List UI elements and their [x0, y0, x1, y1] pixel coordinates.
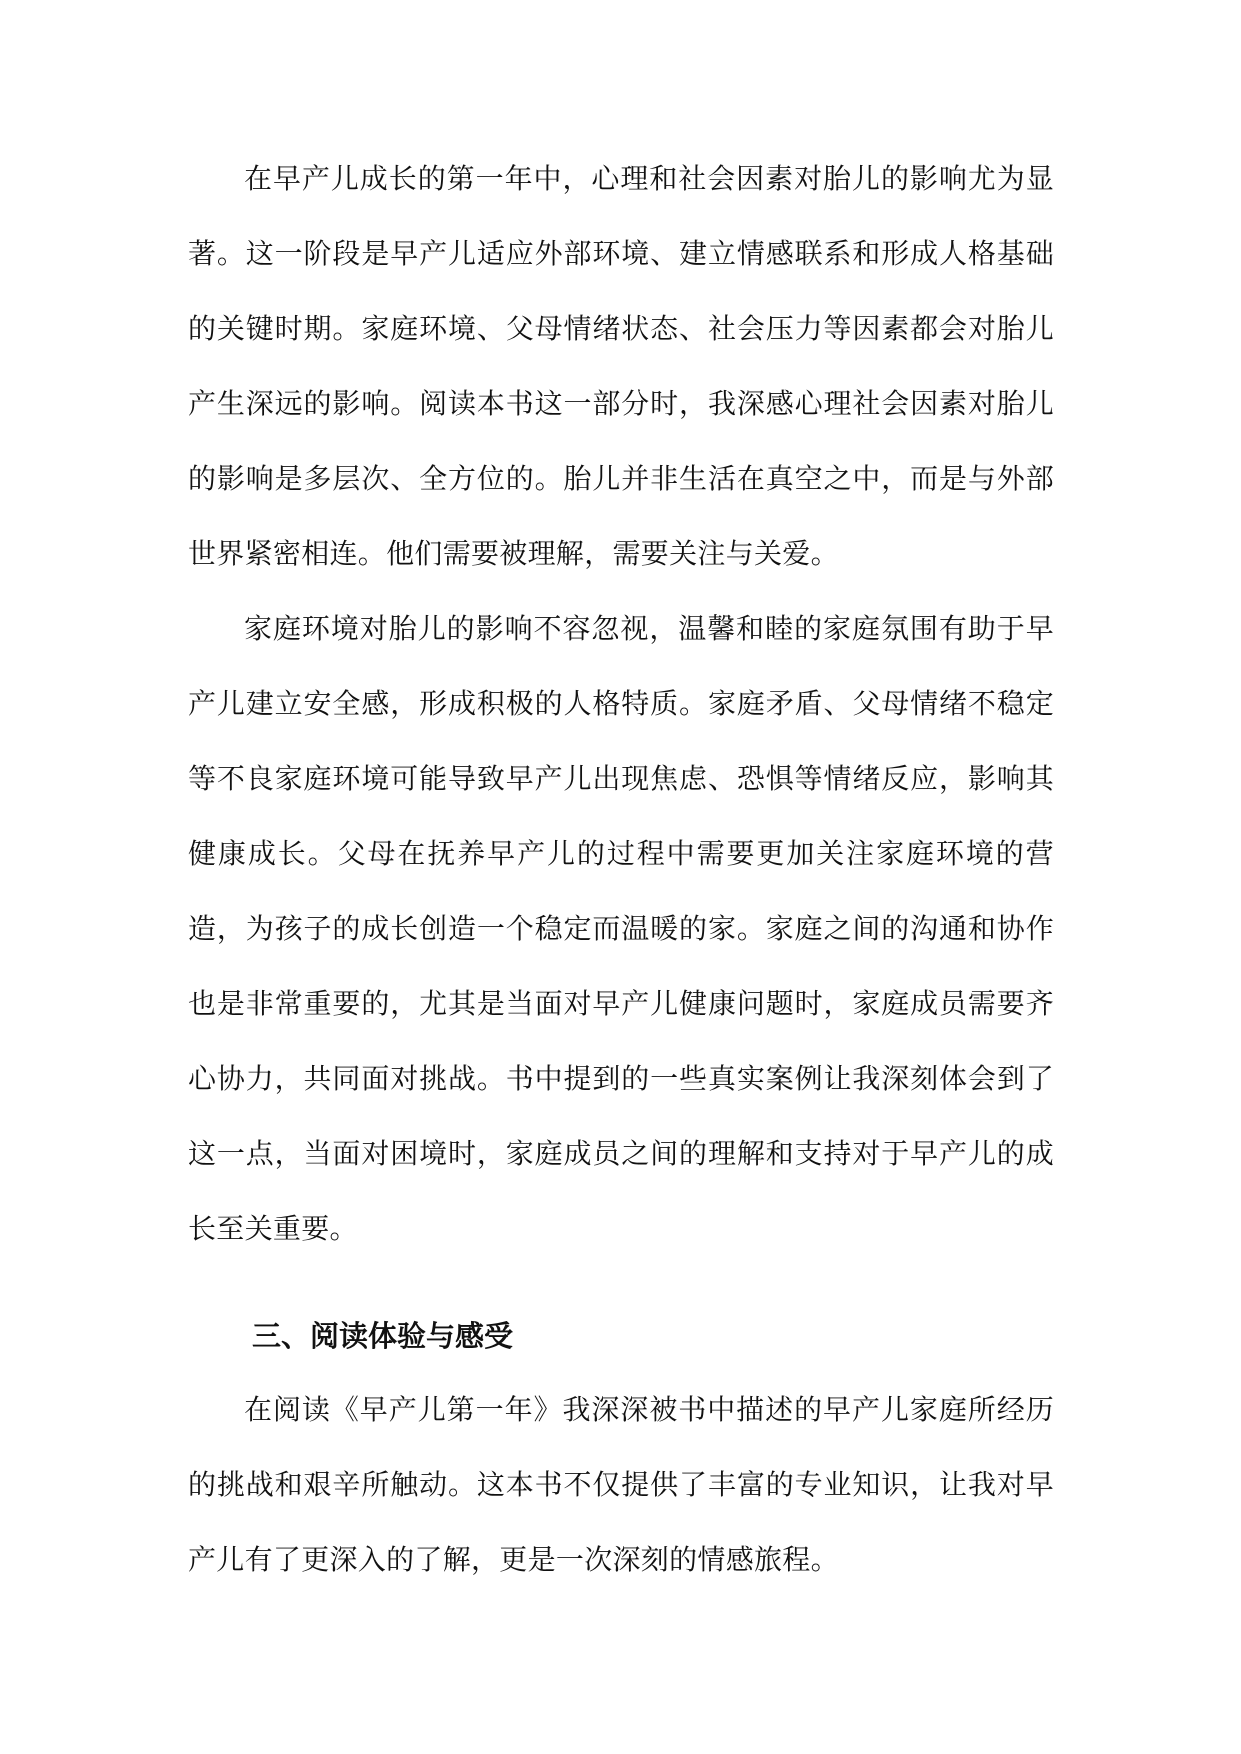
- section-heading: 三、阅读体验与感受: [252, 1319, 514, 1353]
- paragraph-psychosocial-factors: 在早产儿成长的第一年中，心理和社会因素对胎儿的影响尤为显著。这一阶段是早产儿适应外部环境、建立情感联系和形成人格基础的关键时期。家庭环境、父母情绪状态、社会压力等因素都会对胎儿产生深远的影响。阅读本书这一部分时，我深感心理社会因素对胎儿的影响是多层次、全方位的。胎儿并非生活在真空之中，而是与外部世界紧密相连。他们需要被理解，需要关注与关爱。: [188, 162, 1054, 570]
- paragraph-family-environment: 家庭环境对胎儿的影响不容忽视，温馨和睦的家庭氛围有助于早产儿建立安全感，形成积极的人格特质。家庭矛盾、父母情绪不稳定等不良家庭环境可能导致早产儿出现焦虑、恐惧等情绪反应，影响其健康成长。父母在抚养早产儿的过程中需要更加关注家庭环境的营造，为孩子的成长创造一个稳定而温暖的家。家庭之间的沟通和协作也是非常重要的，尤其是当面对早产儿健康问题时，家庭成员需要齐心协力，共同面对挑战。书中提到的一些真实案例让我深刻体会到了这一点，当面对困境时，家庭成员之间的理解和支持对于早产儿的成长至关重要。: [188, 612, 1054, 1245]
- paragraph-reading-experience: 在阅读《早产儿第一年》我深深被书中描述的早产儿家庭所经历的挑战和艰辛所触动。这本书不仅提供了丰富的专业知识，让我对早产儿有了更深入的了解，更是一次深刻的情感旅程。: [188, 1393, 1054, 1576]
- document-body: [188, 141, 1054, 1597]
